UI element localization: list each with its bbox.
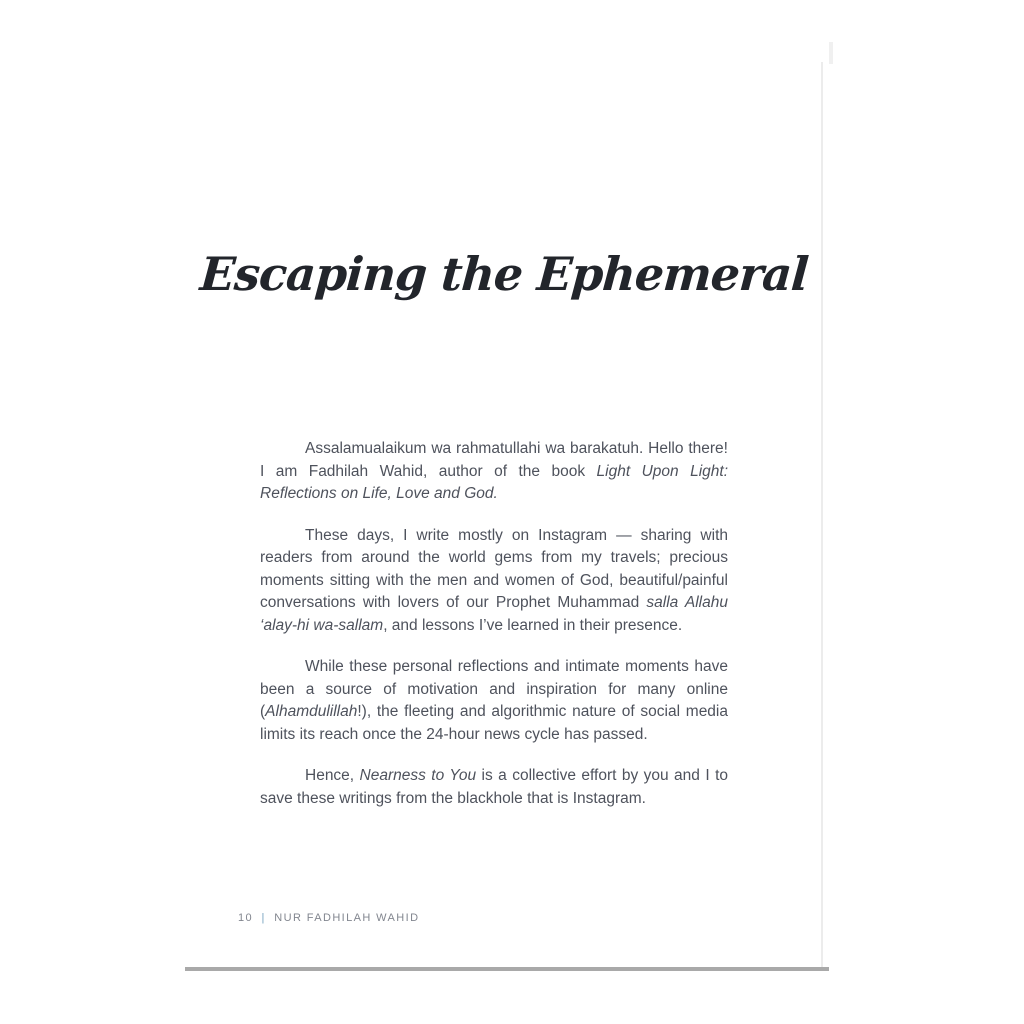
text-segment: !), the fleeting and algorithmic nature of social media limits its reach once the 24-hour news cycle has passed. <box>260 703 728 743</box>
page-footer <box>238 912 419 924</box>
page-bottom-shadow <box>185 967 829 971</box>
book-author: NUR FADHILAH WAHID <box>274 912 420 924</box>
paragraph <box>260 525 728 638</box>
chapter-title: Escaping the Ephemeral <box>198 247 810 301</box>
body-text <box>260 438 728 810</box>
paragraph <box>260 656 728 746</box>
text-segment: Assalamualaikum wa rahmatullahi wa barakatuh. Hello there! I am Fadhilah Wahid, author of the book <box>260 440 728 480</box>
paragraph <box>260 765 728 810</box>
paragraph <box>260 438 728 506</box>
italic-text-segment: Light Upon Light: Reflections on Life, Love and God. <box>260 462 728 502</box>
footer-separator: | <box>261 912 266 924</box>
text-segment: Hence, <box>305 767 360 784</box>
italic-text-segment: Nearness to You <box>359 767 477 784</box>
text-segment: is a collective effort by you and I to save these writings from the blackhole that is Instagram. <box>260 767 728 807</box>
italic-text-segment: salla Allahu ‘alay-hi wa-sallam <box>260 594 728 634</box>
italic-text-segment: Alhamdulillah <box>265 703 358 720</box>
text-segment: These days, I write mostly on Instagram — sharing with readers from around the world gems from my travels; precious moments sitting with the men and women of God, beautiful/painful conversations with lovers of our Prophet Muhammad <box>260 526 728 611</box>
book-page <box>185 42 823 968</box>
page-right-edge <box>821 62 823 968</box>
page-corner-mark <box>829 42 833 64</box>
text-segment: While these personal reflections and intimate moments have been a source of motivation and inspiration for many online ( <box>260 658 728 720</box>
page-number: 10 <box>238 912 254 924</box>
text-segment: , and lessons I’ve learned in their presence. <box>383 616 683 634</box>
